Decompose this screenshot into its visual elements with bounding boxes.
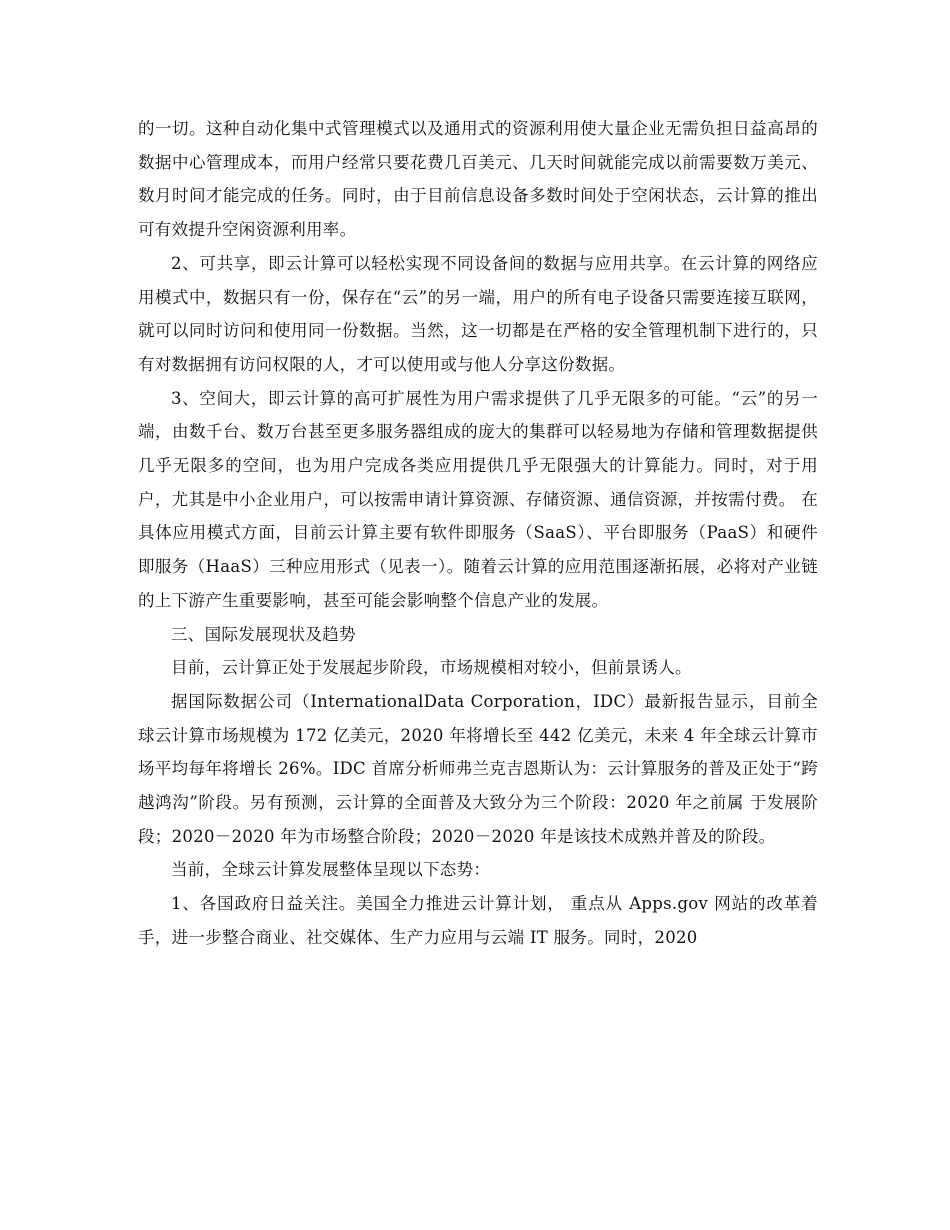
paragraph-6: 当前，全球云计算发展整体呈现以下态势： [171, 860, 491, 880]
paragraph-5: 据国际数据公司（InternationalData Corporation，IDC）最新报告显示，目前全球云计算市场规模为 172 亿美元，2020 年将增长至 442 亿美元，未来 4 年全球云计算市场平均每年将增长 26%。IDC 首席分析师弗兰克吉恩斯认为：云计算服务的普及正处于“跨越鸿沟”阶段。另有预测，云计算的全面普及大致分为三个阶段：2020 年之前属 于发展阶段；2020－2020 年为市场整合阶段；2020－2020 年是该技术成熟并普及的阶段。 [138, 691, 818, 846]
paragraph-7: 1、各国政府日益关注。美国全力推进云计算计划， 重点从 Apps.gov 网站的改革着手，进一步整合商业、社交媒体、生产力应用与云端 IT 服务。同时，2020 [138, 894, 818, 947]
paragraph-4: 目前，云计算正处于发展起步阶段，市场规模相对较小，但前景诱人。 [171, 658, 692, 678]
section-heading: 三、国际发展现状及趋势 [171, 624, 356, 644]
paragraph-3: 3、空间大，即云计算的高可扩展性为用户需求提供了几乎无限多的可能。“云”的另一端，由数千台、数万台甚至更多服务器组成的庞大的集群可以轻易地为存储和管理数据提供几乎无限多的空间，也为用户完成各类应用提供几乎无限强大的计算能力。同时，对于用户，尤其是中小企业用户，可以按需申请计算资源、存储资源、通信资源，并按需付费。 在具体应用模式方面，目前云计算主要有软件即服务（SaaS）、平台即服务（PaaS）和硬件即服务（HaaS）三种应用形式（见表一）。随着云计算的应用范围逐渐拓展，必将对产业链的上下游产生重要影响，甚至可能会影响整个信息产业的发展。 [138, 388, 818, 610]
paragraph-2: 2、可共享，即云计算可以轻松实现不同设备间的数据与应用共享。在云计算的网络应用模式中，数据只有一份，保存在“云”的另一端，用户的所有电子设备只需要连接互联网，就可以同时访问和使用同一份数据。当然，这一切都是在严格的安全管理机制下进行的，只有对数据拥有访问权限的人，才可以使用或与他人分享这份数据。 [138, 253, 818, 374]
document-body [138, 112, 818, 955]
paragraph-1: 的一切。这种自动化集中式管理模式以及通用式的资源利用使大量企业无需负担日益高昂的数据中心管理成本，而用户经常只要花费几百美元、几天时间就能完成以前需要数万美元、数月时间才能完成的任务。同时，由于目前信息设备多数时间处于空闲状态，云计算的推出可有效提升空闲资源利用率。 [138, 119, 818, 240]
